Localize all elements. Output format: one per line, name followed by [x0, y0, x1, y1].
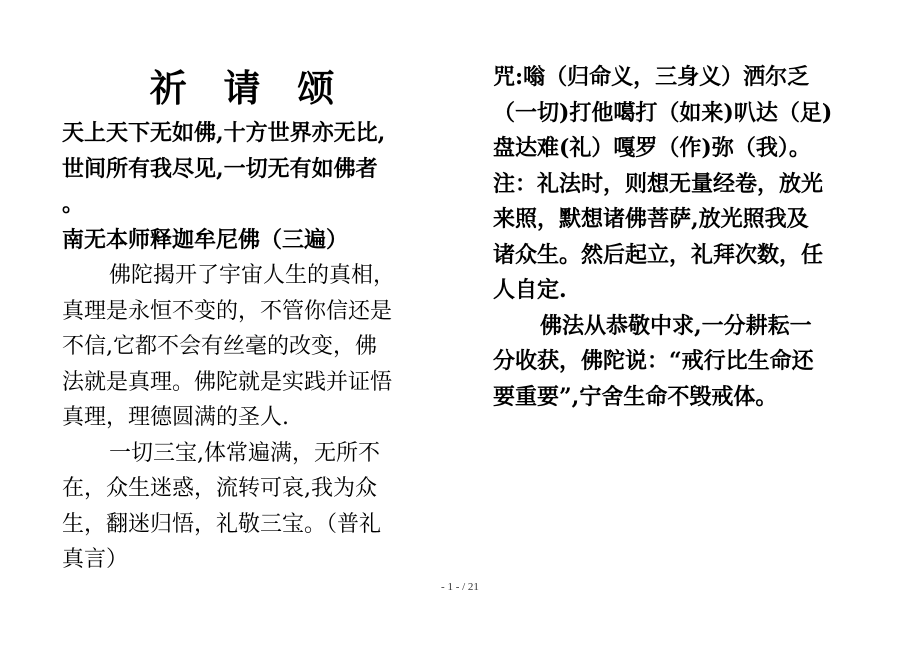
left-column: [62, 60, 424, 578]
mantra-line: 盘达难(礼）嘎罗（作)弥（我）。: [493, 135, 811, 161]
verse-line: 。: [62, 191, 85, 217]
paragraph-line: 真理是永恒不变的，不管你信还是: [62, 298, 393, 324]
paragraph-line: 真言）: [62, 547, 129, 572]
page-title: 祈 请 颂: [149, 66, 347, 110]
verse-line: 世间所有我尽见,一切无有如佛者: [62, 155, 378, 182]
paragraph-line: 不信,它都不会有丝毫的改变，佛: [62, 334, 377, 359]
paragraph-line: 分收获，佛陀说：“戒行比生命还: [493, 348, 814, 374]
right-column: [493, 60, 863, 415]
mantra-line: （一切)打他噶打（如来)叭达（足): [493, 99, 833, 126]
note-line: 诸众生。然后起立，礼拜次数，任: [493, 241, 824, 268]
paragraph-line: 在，众生迷惑，流转可哀,我为众: [62, 476, 377, 501]
page-number: - 1 - / 21: [441, 581, 479, 593]
paragraph-line: 佛陀揭开了宇宙人生的真相，: [109, 263, 396, 288]
note-line: 注：礼法时，则想无量经卷，放光: [493, 170, 824, 197]
paragraph-line: 要重要”,宁舍生命不毁戒体。: [493, 383, 778, 410]
mantra-line: 咒:嗡（归命义，三身义）洒尔乏: [493, 64, 810, 90]
paragraph-line: 生，翻迷归悟，礼敬三宝。（普礼: [62, 511, 382, 537]
paragraph-line: 真理，理德圆满的圣人.: [62, 405, 289, 430]
verse-line: 天上天下无如佛,十方世界亦无比,: [62, 120, 386, 146]
invocation-line: 南无本师释迦牟尼佛（三遍）: [62, 226, 349, 253]
paragraph-line: 法就是真理。佛陀就是实践并证悟: [62, 369, 393, 395]
note-line: 人自定.: [493, 277, 567, 303]
paragraph-line: 佛法从恭敬中求,一分耕耘一: [540, 312, 812, 339]
note-line: 来照，默想诸佛菩萨,放光照我及: [493, 206, 809, 232]
paragraph-line: 一切三宝,体常遍满，无所不: [109, 440, 380, 466]
